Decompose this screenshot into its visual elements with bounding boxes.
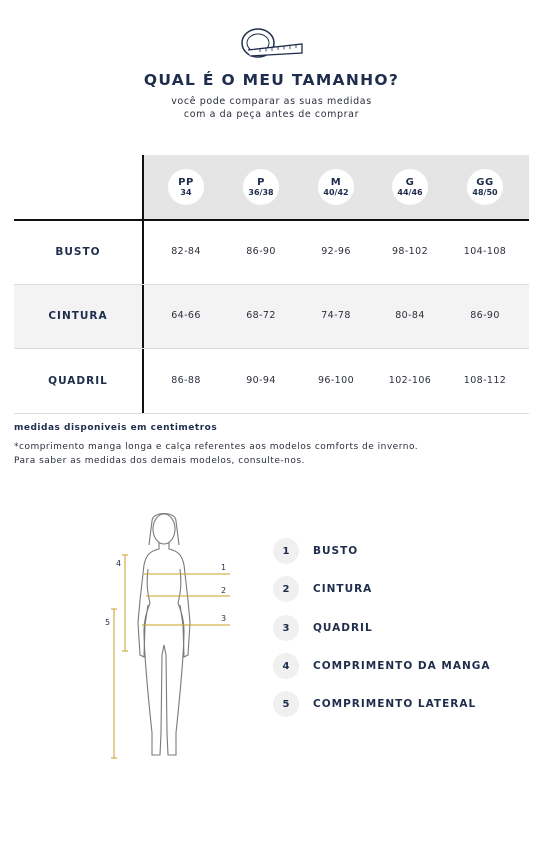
table-cell: 98-102 — [391, 246, 429, 257]
table-cell: 82-84 — [171, 246, 201, 257]
size-badge-pp — [168, 169, 204, 205]
table-cell: 86-90 — [246, 246, 276, 257]
row-label-busto: BUSTO — [55, 246, 101, 258]
legend-label: CINTURA — [313, 583, 373, 595]
legend-item-comprimento-manga — [273, 653, 491, 679]
size-numbers: 48/50 — [472, 187, 498, 197]
legend-item-quadril — [273, 615, 373, 641]
table-cell: 86-90 — [470, 310, 500, 321]
table-cell: 92-96 — [321, 246, 351, 257]
table-cell: 64-66 — [171, 310, 201, 321]
units-note: medidas disponiveis em centimetros — [14, 423, 218, 433]
table-cell: 68-72 — [246, 310, 276, 321]
size-label: GG — [476, 176, 494, 188]
table-cell: 108-112 — [463, 375, 507, 386]
figure-marker-5: 5 — [105, 618, 111, 627]
legend-number: 1 — [273, 538, 299, 564]
legend-number: 4 — [273, 653, 299, 679]
table-cell: 74-78 — [321, 310, 351, 321]
table-cell: 86-88 — [171, 375, 201, 386]
legend-item-busto — [273, 538, 358, 564]
table-horizontal-divider — [14, 219, 529, 221]
footnote-line-2: Para saber as medidas dos demais modelos, consulte-nos. — [14, 456, 305, 466]
legend-number: 3 — [273, 615, 299, 641]
row-separator — [14, 413, 529, 414]
size-numbers: 40/42 — [323, 187, 349, 197]
size-numbers: 36/38 — [248, 187, 274, 197]
row-label-cintura: CINTURA — [48, 310, 108, 322]
row-separator — [14, 284, 529, 285]
page-title: QUAL É O MEU TAMANHO? — [143, 71, 400, 89]
figure-marker-2: 2 — [221, 586, 227, 595]
table-cell: 104-108 — [463, 246, 507, 257]
figure-marker-1: 1 — [221, 563, 227, 572]
size-badge-g — [392, 169, 428, 205]
size-label: M — [330, 176, 342, 188]
size-label: PP — [178, 176, 194, 188]
legend-number: 2 — [273, 576, 299, 602]
table-cell: 102-106 — [388, 375, 432, 386]
table-cell: 96-100 — [317, 375, 355, 386]
table-cell: 90-94 — [246, 375, 276, 386]
legend-label: BUSTO — [313, 545, 359, 557]
legend-number: 5 — [273, 691, 299, 717]
legend-label: COMPRIMENTO LATERAL — [313, 698, 477, 710]
legend-item-comprimento-lateral — [273, 691, 476, 717]
measuring-tape-icon — [240, 26, 304, 60]
size-numbers: 34 — [180, 187, 192, 197]
table-cell: 80-84 — [395, 310, 425, 321]
size-badge-m — [318, 169, 354, 205]
size-label: P — [257, 176, 265, 188]
legend-item-cintura — [273, 576, 372, 602]
body-outline — [138, 514, 190, 756]
size-badge-gg — [467, 169, 503, 205]
subtitle-line-1: você pode comparar as suas medidas — [171, 96, 372, 107]
size-numbers: 44/46 — [397, 187, 423, 197]
size-badge-p — [243, 169, 279, 205]
legend-label: QUADRIL — [313, 622, 373, 634]
figure-marker-3: 3 — [221, 614, 227, 623]
body-measurement-figure — [100, 505, 240, 765]
row-separator — [14, 348, 529, 349]
subtitle-line-2: com a da peça antes de comprar — [183, 109, 360, 120]
footnote-line-1: *comprimento manga longa e calça referentes aos modelos comforts de inverno. — [14, 442, 419, 452]
row-label-quadril: QUADRIL — [48, 375, 108, 387]
figure-marker-4: 4 — [116, 559, 122, 568]
legend-label: COMPRIMENTO DA MANGA — [313, 660, 491, 672]
size-label: G — [405, 176, 415, 188]
